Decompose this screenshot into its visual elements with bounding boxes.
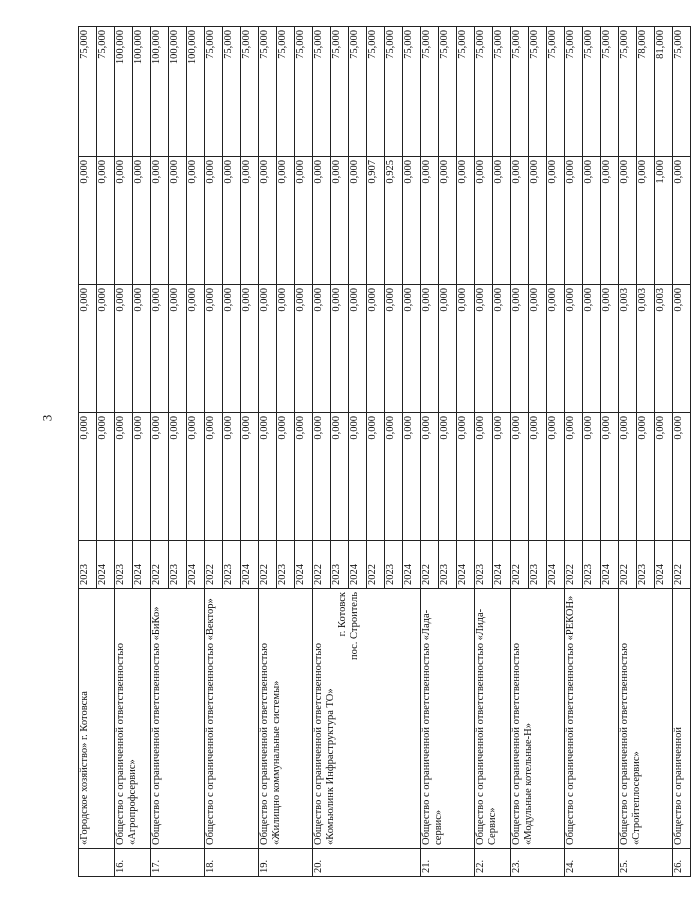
table-body (79, 27, 691, 877)
value-cell: 0,000 (79, 157, 97, 285)
value-cell: 0,000 (277, 413, 295, 541)
table-row (79, 27, 97, 877)
value-cell: 81,000 (655, 27, 673, 157)
year-cell: 2022 (565, 541, 583, 589)
organization-name (205, 589, 259, 849)
organization-name (421, 589, 475, 849)
value-cell: 0,000 (421, 413, 439, 541)
value-cell: 75,000 (79, 27, 97, 157)
value-cell: 75,000 (331, 27, 349, 157)
value-cell: 0,907 (367, 157, 385, 285)
value-cell: 100,000 (133, 27, 151, 157)
value-cell: 0,000 (115, 413, 133, 541)
value-cell: 0,000 (565, 157, 583, 285)
value-cell: 0,000 (205, 157, 223, 285)
value-cell: 0,000 (331, 157, 349, 285)
value-cell: 0,000 (547, 413, 565, 541)
value-cell: 0,000 (367, 285, 385, 413)
organization-name-text: Общество с ограниченной ответственностью «Жилищно коммунальные системы» (259, 642, 282, 845)
value-cell: 0,000 (367, 413, 385, 541)
year-cell: 2024 (133, 541, 151, 589)
value-cell: 0,000 (223, 285, 241, 413)
value-cell: 1,000 (655, 157, 673, 285)
value-cell: 0,000 (511, 157, 529, 285)
value-cell: 0,000 (241, 413, 259, 541)
value-cell: 0,000 (205, 285, 223, 413)
year-cell: 2022 (151, 541, 169, 589)
organization-name (475, 589, 511, 849)
organization-name-text: Общество с ограниченной ответственностью «Лада-сервис» (421, 609, 444, 845)
table-row (115, 27, 133, 877)
organization-name-text: Общество с ограниченной ответственностью «БиКо» (151, 606, 162, 845)
value-cell: 0,000 (565, 285, 583, 413)
value-cell: 75,000 (511, 27, 529, 157)
row-number: 18. (205, 849, 259, 877)
organization-name (673, 589, 691, 849)
value-cell: 0,000 (349, 157, 367, 285)
value-cell: 0,000 (475, 413, 493, 541)
organization-name (115, 589, 151, 849)
value-cell: 0,000 (313, 285, 331, 413)
value-cell: 0,000 (97, 285, 115, 413)
value-cell: 75,000 (475, 27, 493, 157)
value-cell: 0,000 (115, 157, 133, 285)
value-cell: 0,000 (673, 413, 691, 541)
value-cell: 0,000 (169, 413, 187, 541)
value-cell: 0,000 (583, 285, 601, 413)
value-cell: 0,000 (295, 157, 313, 285)
value-cell: 0,000 (133, 285, 151, 413)
value-cell: 75,000 (97, 27, 115, 157)
organization-name (259, 589, 313, 849)
year-cell: 2024 (655, 541, 673, 589)
year-cell: 2022 (673, 541, 691, 589)
value-cell: 75,000 (619, 27, 637, 157)
value-cell: 0,000 (97, 157, 115, 285)
row-number: 19. (259, 849, 313, 877)
value-cell: 0,000 (637, 157, 655, 285)
value-cell: 0,000 (349, 413, 367, 541)
row-number: 21. (421, 849, 475, 877)
value-cell: 0,000 (493, 413, 511, 541)
year-cell: 2024 (241, 541, 259, 589)
organization-name-text: Общество с ограниченной ответственностью «РЕКОН» (565, 595, 576, 845)
value-cell: 75,000 (493, 27, 511, 157)
value-cell: 0,000 (97, 413, 115, 541)
year-cell: 2022 (313, 541, 331, 589)
year-cell: 2023 (277, 541, 295, 589)
year-cell: 2023 (637, 541, 655, 589)
value-cell: 0,000 (223, 413, 241, 541)
value-cell: 75,000 (583, 27, 601, 157)
value-cell: 0,000 (637, 413, 655, 541)
value-cell: 0,000 (457, 413, 475, 541)
value-cell: 0,000 (277, 285, 295, 413)
row-number (79, 849, 115, 877)
value-cell: 0,000 (79, 285, 97, 413)
value-cell: 75,000 (457, 27, 475, 157)
value-cell: 75,000 (385, 27, 403, 157)
value-cell: 75,000 (349, 27, 367, 157)
page-number: 3 (39, 414, 55, 422)
value-cell: 0,000 (457, 285, 475, 413)
year-cell: 2023 (475, 541, 493, 589)
organization-name-text: Общество с ограниченной ответственностью «Модульные котельные-Н» (511, 642, 534, 845)
organization-place: г. Котовск (337, 592, 348, 637)
value-cell: 0,000 (475, 157, 493, 285)
value-cell: 75,000 (673, 27, 691, 157)
year-cell: 2022 (619, 541, 637, 589)
value-cell: 75,000 (277, 27, 295, 157)
value-cell: 0,000 (529, 413, 547, 541)
organization-name-text: Общество с ограниченной ответственностью «Вектор» (205, 598, 216, 845)
table-row (475, 27, 493, 877)
row-number: 22. (475, 849, 511, 877)
value-cell: 0,000 (403, 157, 421, 285)
value-cell: 0,000 (439, 285, 457, 413)
value-cell: 0,000 (673, 157, 691, 285)
value-cell: 0,000 (187, 157, 205, 285)
organization-name (313, 589, 421, 849)
year-cell: 2024 (547, 541, 565, 589)
year-cell: 2023 (115, 541, 133, 589)
value-cell: 0,000 (277, 157, 295, 285)
value-cell: 0,000 (385, 413, 403, 541)
row-number: 23. (511, 849, 565, 877)
value-cell: 0,000 (421, 285, 439, 413)
year-cell: 2022 (511, 541, 529, 589)
value-cell: 0,000 (151, 413, 169, 541)
row-number: 24. (565, 849, 619, 877)
value-cell: 75,000 (547, 27, 565, 157)
row-number: 20. (313, 849, 421, 877)
value-cell: 75,000 (601, 27, 619, 157)
value-cell: 0,000 (115, 285, 133, 413)
value-cell: 0,000 (205, 413, 223, 541)
value-cell: 75,000 (529, 27, 547, 157)
value-cell: 0,000 (673, 285, 691, 413)
value-cell: 75,000 (223, 27, 241, 157)
table-row (619, 27, 637, 877)
value-cell: 0,000 (169, 285, 187, 413)
table-row (259, 27, 277, 877)
value-cell: 100,000 (187, 27, 205, 157)
value-cell: 0,000 (493, 285, 511, 413)
year-cell: 2024 (601, 541, 619, 589)
year-cell: 2022 (205, 541, 223, 589)
organization-name-text: Общество с ограниченной (673, 727, 684, 845)
rotated-page (78, 27, 684, 877)
value-cell: 0,000 (601, 285, 619, 413)
table-row (511, 27, 529, 877)
organization-name (565, 589, 619, 849)
value-cell: 0,000 (79, 413, 97, 541)
year-cell: 2023 (439, 541, 457, 589)
organization-place-2: пос. Строитель (349, 592, 360, 661)
value-cell: 0,000 (439, 413, 457, 541)
value-cell: 0,000 (349, 285, 367, 413)
value-cell: 75,000 (295, 27, 313, 157)
value-cell: 0,000 (529, 157, 547, 285)
value-cell: 0,000 (403, 413, 421, 541)
organization-name-text: «Городское хозяйство» г. Котовска (79, 691, 90, 845)
value-cell: 0,000 (187, 413, 205, 541)
value-cell: 0,000 (313, 413, 331, 541)
value-cell: 75,000 (313, 27, 331, 157)
value-cell: 0,000 (187, 285, 205, 413)
year-cell: 2023 (331, 541, 349, 589)
organization-name (511, 589, 565, 849)
value-cell: 0,000 (223, 157, 241, 285)
organization-name-text: Общество с ограниченной ответственностью «Комъюлинк Инфраструктура ТО» (313, 642, 336, 845)
year-cell: 2022 (421, 541, 439, 589)
value-cell: 75,000 (421, 27, 439, 157)
year-cell: 2024 (493, 541, 511, 589)
value-cell: 75,000 (403, 27, 421, 157)
row-number: 17. (151, 849, 205, 877)
value-cell: 0,000 (583, 157, 601, 285)
value-cell: 0,000 (259, 413, 277, 541)
value-cell: 100,000 (169, 27, 187, 157)
year-cell: 2023 (529, 541, 547, 589)
year-cell: 2024 (295, 541, 313, 589)
value-cell: 0,000 (133, 413, 151, 541)
value-cell: 0,000 (655, 413, 673, 541)
value-cell: 0,000 (169, 157, 187, 285)
organization-name (151, 589, 205, 849)
value-cell: 0,000 (619, 413, 637, 541)
year-cell: 2023 (385, 541, 403, 589)
table-row (313, 27, 331, 877)
row-number: 25. (619, 849, 673, 877)
year-cell: 2023 (583, 541, 601, 589)
organization-name-text: Общество с ограниченной ответственностью «Агропрофсервис» (115, 642, 138, 845)
value-cell: 0,000 (331, 285, 349, 413)
value-cell: 0,000 (295, 285, 313, 413)
table-row (421, 27, 439, 877)
tariff-table (78, 26, 691, 877)
value-cell: 0,000 (151, 157, 169, 285)
value-cell: 0,000 (493, 157, 511, 285)
value-cell: 0,000 (259, 157, 277, 285)
value-cell: 0,000 (385, 285, 403, 413)
value-cell: 75,000 (205, 27, 223, 157)
value-cell: 0,000 (511, 413, 529, 541)
organization-name-text: Общество с ограниченной ответственностью «Стройтеплосервис» (619, 642, 642, 845)
value-cell: 0,003 (655, 285, 673, 413)
year-cell: 2024 (97, 541, 115, 589)
value-cell: 0,000 (439, 157, 457, 285)
value-cell: 0,000 (457, 157, 475, 285)
table-row (565, 27, 583, 877)
value-cell: 0,000 (583, 413, 601, 541)
value-cell: 0,000 (601, 157, 619, 285)
value-cell: 0,000 (259, 285, 277, 413)
organization-name-text: Общество с ограниченной ответственностью «Лида-Сервис» (475, 608, 498, 845)
organization-name (79, 589, 115, 849)
value-cell: 0,000 (295, 413, 313, 541)
value-cell: 0,000 (565, 413, 583, 541)
value-cell: 0,000 (475, 285, 493, 413)
value-cell: 100,000 (151, 27, 169, 157)
year-cell: 2024 (403, 541, 421, 589)
value-cell: 75,000 (259, 27, 277, 157)
value-cell: 0,000 (313, 157, 331, 285)
value-cell: 0,003 (619, 285, 637, 413)
value-cell: 0,000 (331, 413, 349, 541)
organization-name (619, 589, 673, 849)
value-cell: 100,000 (115, 27, 133, 157)
value-cell: 0,000 (601, 413, 619, 541)
year-cell: 2023 (223, 541, 241, 589)
value-cell: 0,000 (547, 157, 565, 285)
value-cell: 75,000 (367, 27, 385, 157)
value-cell: 78,000 (637, 27, 655, 157)
year-cell: 2024 (457, 541, 475, 589)
table-row (673, 27, 691, 877)
row-number: 16. (115, 849, 151, 877)
year-cell: 2024 (349, 541, 367, 589)
value-cell: 0,000 (511, 285, 529, 413)
value-cell: 0,000 (547, 285, 565, 413)
value-cell: 0,000 (241, 157, 259, 285)
table-row (151, 27, 169, 877)
year-cell: 2023 (79, 541, 97, 589)
value-cell: 0,000 (133, 157, 151, 285)
value-cell: 75,000 (241, 27, 259, 157)
value-cell: 75,000 (439, 27, 457, 157)
value-cell: 0,000 (529, 285, 547, 413)
value-cell: 0,000 (421, 157, 439, 285)
value-cell: 0,003 (637, 285, 655, 413)
value-cell: 0,000 (241, 285, 259, 413)
value-cell: 0,000 (403, 285, 421, 413)
value-cell: 75,000 (565, 27, 583, 157)
value-cell: 0,000 (619, 157, 637, 285)
year-cell: 2024 (187, 541, 205, 589)
year-cell: 2023 (169, 541, 187, 589)
value-cell: 0,000 (151, 285, 169, 413)
value-cell: 0,925 (385, 157, 403, 285)
row-number: 26. (673, 849, 691, 877)
year-cell: 2022 (367, 541, 385, 589)
table-row (205, 27, 223, 877)
year-cell: 2022 (259, 541, 277, 589)
